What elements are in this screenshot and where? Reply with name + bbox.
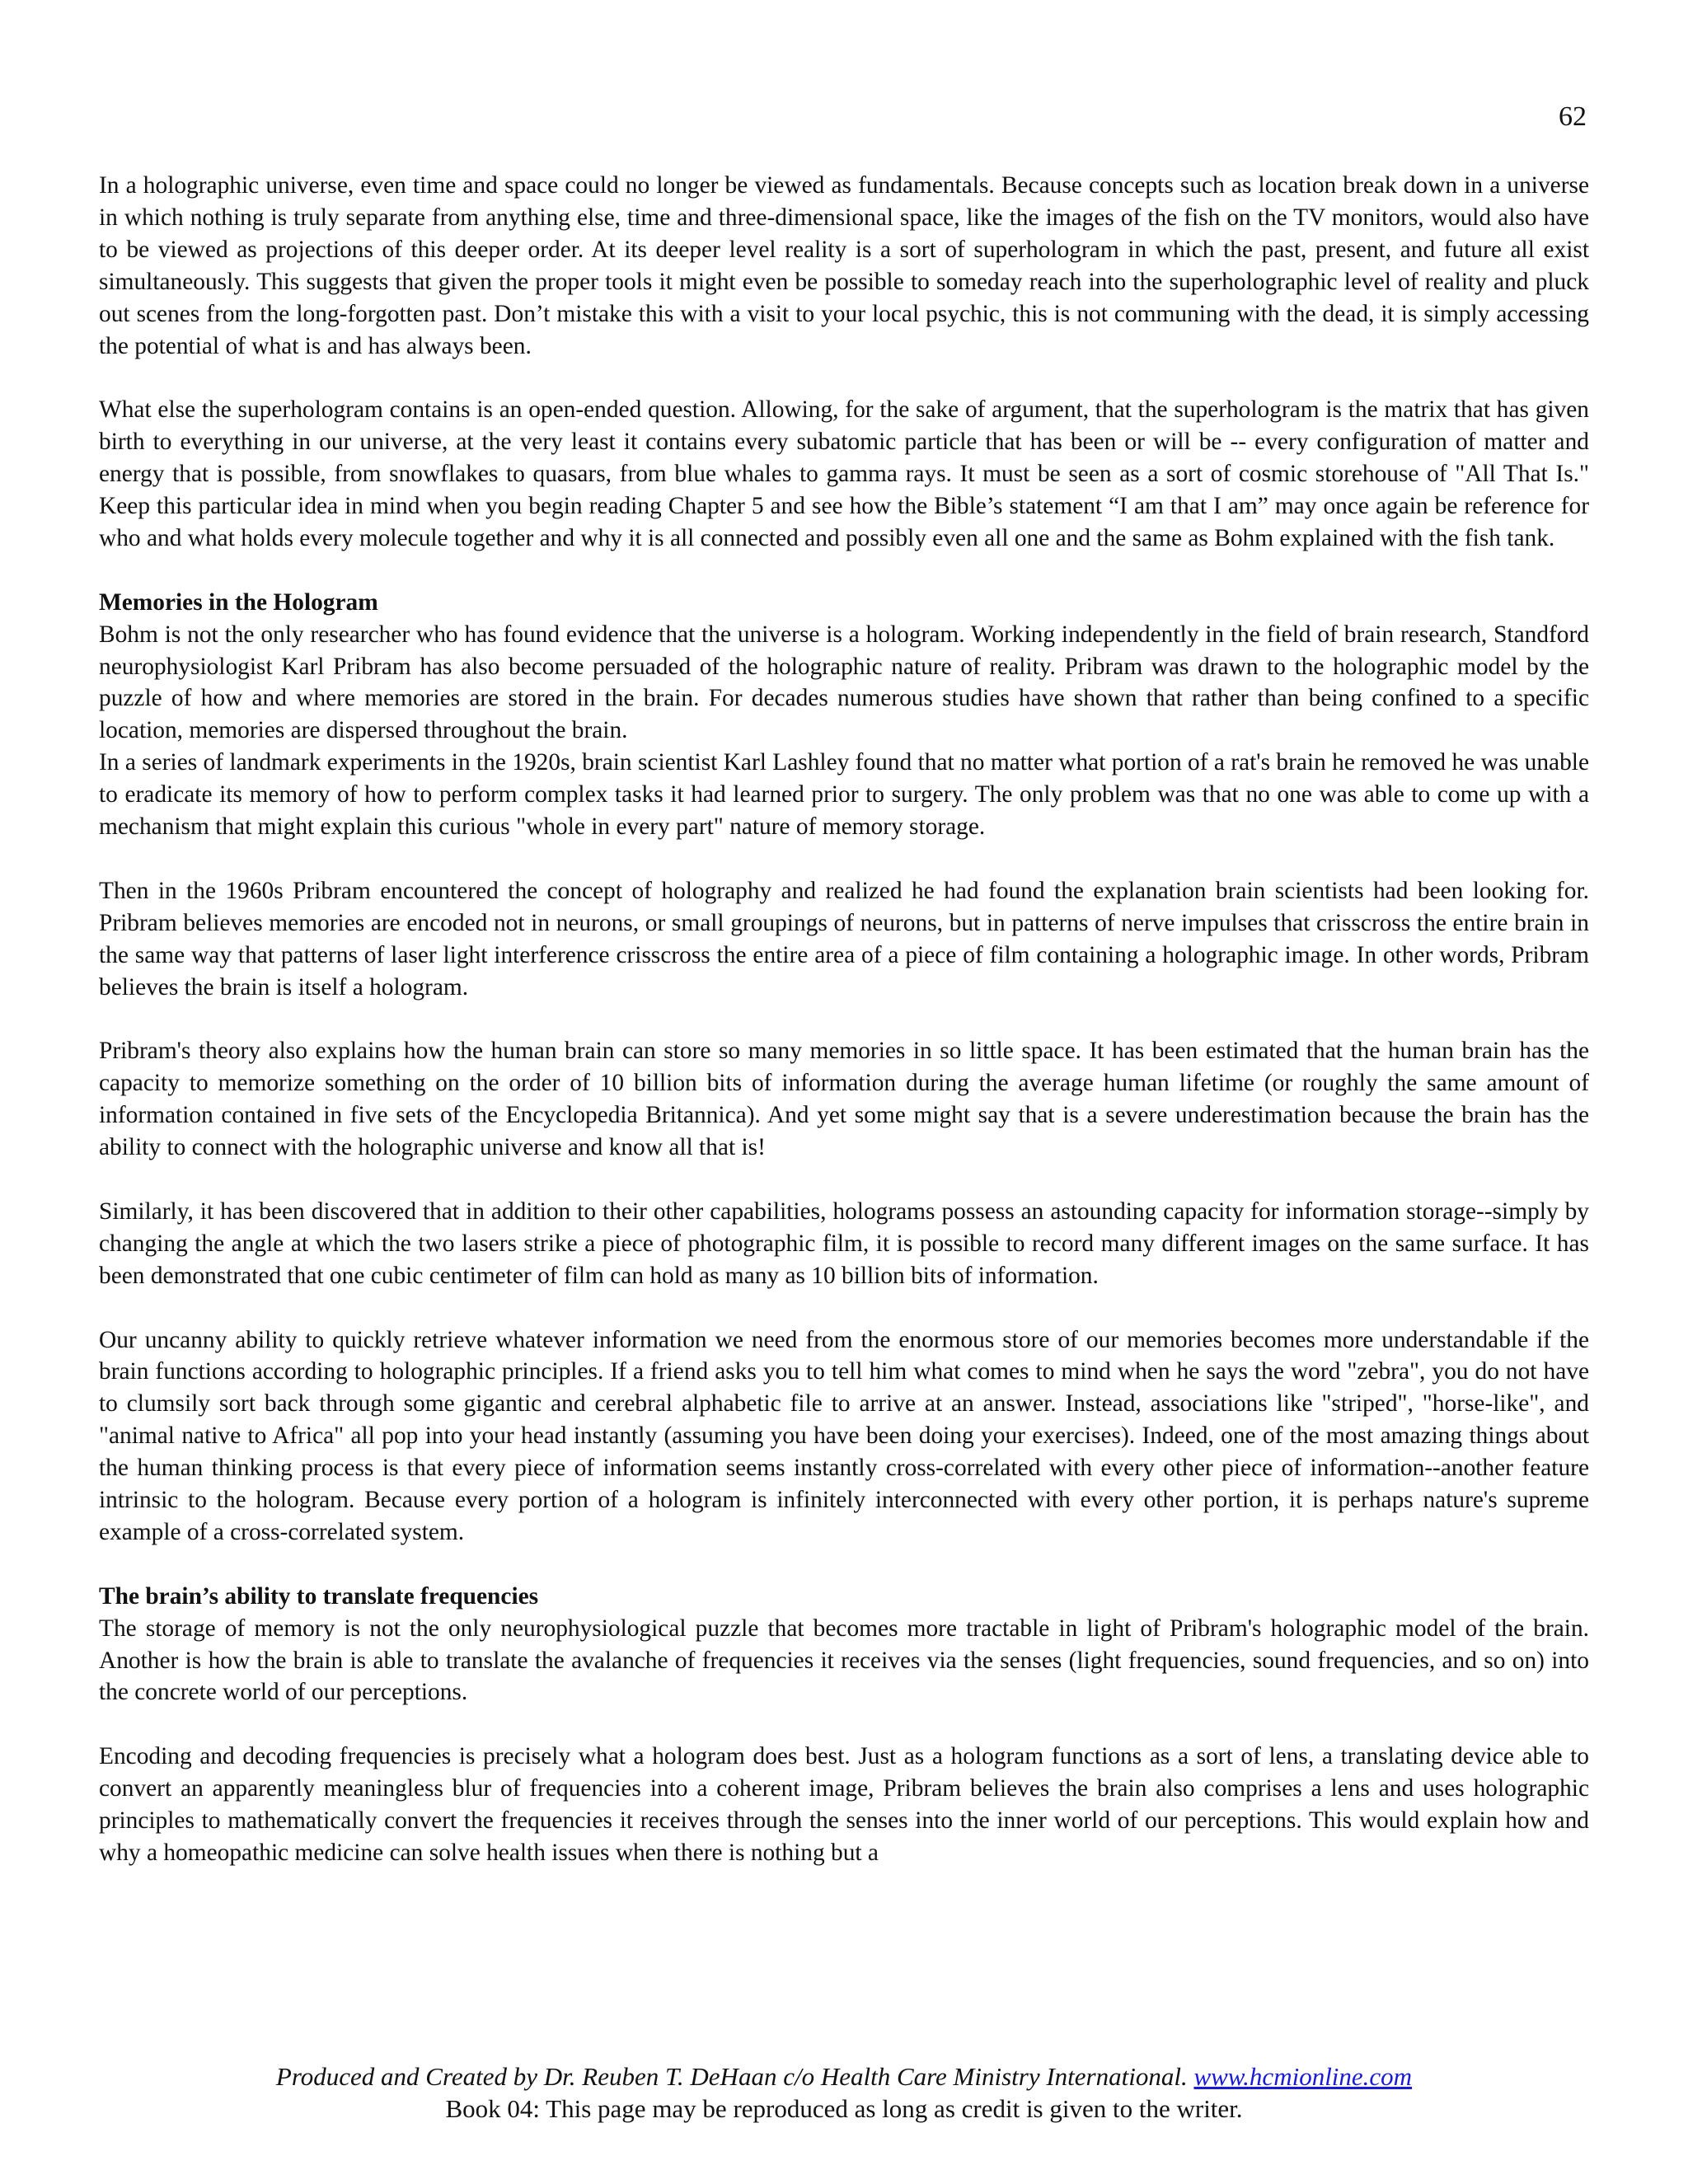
paragraph-hologram-storage: Similarly, it has been discovered that in addition to their other capabilities, holograms possess an astounding capacity for information storage--simply by changing the angle at which the two lasers strike a piece of photographic film, it is possible to record many different images on the same surface. It has been demonstrated that one cubic centimeter of film can hold as many as 10 billion bits of information. <box>99 1197 1589 1289</box>
footer-reproduction-notice: Book 04: This page may be reproduced as long as credit is given to the writer. <box>445 2094 1243 2123</box>
paragraph-superhologram: What else the superhologram contains is an open-ended question. Allowing, for the sake of argument, that the superhologram is the matrix that has given birth to everything in our universe, at the very least it contains every subatomic particle that has been or will be -- every configuration of matter and energy that is possible, from snowflakes to quasars, from blue whales to gamma rays. It must be seen as a sort of cosmic storehouse of "All That Is." Keep this particular idea in mind when you begin reading Chapter 5 and see how the Bible’s statement “I am that I am” may once again be reference for who and what holds every molecule together and why it is all connected and possibly even all one and the same as Bohm explained with the fish tank. <box>99 396 1589 551</box>
heading-translate-frequencies: The brain’s ability to translate frequencies <box>99 1582 539 1610</box>
footer-website-link[interactable]: www.hcmionline.com <box>1193 2062 1413 2091</box>
paragraph-memory-capacity: Pribram's theory also explains how the human brain can store so many memories in so little space. It has been estimated that the human brain has the capacity to memorize something on the order of 10 billion bits of information during the average human lifetime (or roughly the same amount of information contained in five sets of the Encyclopedia Britannica). And yet some might say that is a severe underestimation because the brain has the ability to connect with the holographic universe and know all that is! <box>99 1038 1589 1161</box>
paragraph-neurophysiological-puzzle: The storage of memory is not the only neurophysiological puzzle that becomes more tractable in light of Pribram's holographic model of the brain. Another is how the brain is able to translate the avalanche of frequencies it receives via the senses (light frequencies, sound frequencies, and so on) into the concrete world of our perceptions. <box>99 1615 1589 1706</box>
paragraph-memory-retrieval: Our uncanny ability to quickly retrieve whatever information we need from the enormous store of our memories becomes more understandable if the brain functions according to holographic principles. If a friend asks you to tell him what comes to mind when he says the word "zebra", you do not have to clumsily sort back through some gigantic and cerebral alphabetic file to arrive at an answer. Instead, associations like "striped", "horse-like", and "animal native to Africa" all pop into your head instantly (assuming you have been doing your exercises). Indeed, one of the most amazing things about the human thinking process is that every piece of information seems instantly cross-correlated with every other piece of information--another feature intrinsic to the hologram. Because every portion of a hologram is infinitely interconnected with every other portion, it is perhaps nature's supreme example of a cross-correlated system. <box>99 1326 1589 1545</box>
page-footer <box>0 2060 1688 2125</box>
footer-credit-text: Produced and Created by Dr. Reuben T. DeHaan c/o Health Care Ministry International. <box>275 2062 1188 2091</box>
paragraph-holographic-time: In a holographic universe, even time and space could no longer be viewed as fundamentals. Because concepts such as location break down in a universe in which nothing is truly separate from anything else, time and three-dimensional space, like the images of the fish on the TV monitors, would also have to be viewed as projections of this deeper order. At its deeper level reality is a sort of superhologram in which the past, present, and future all exist simultaneously. This suggests that given the proper tools it might even be possible to someday reach into the superholographic level of reality and pluck out scenes from the long-forgotten past. Don’t mistake this with a visit to your local psychic, this is not communing with the dead, it is simply accessing the potential of what is and has always been. <box>99 172 1589 359</box>
page-number: 62 <box>1559 101 1587 132</box>
heading-memories-in-the-hologram: Memories in the Hologram <box>99 588 378 616</box>
paragraph-pribram-holography: Then in the 1960s Pribram encountered the concept of holography and realized he had found the explanation brain scientists had been looking for. Pribram believes memories are encoded not in neurons, or small groupings of neurons, but in patterns of nerve impulses that crisscross the entire brain in the same way that patterns of laser light interference crisscross the entire area of a piece of film containing a holographic image. In other words, Pribram believes the brain is itself a hologram. <box>99 877 1589 1001</box>
footer-credit-line <box>0 2060 1688 2093</box>
paragraph-encoding-decoding: Encoding and decoding frequencies is precisely what a hologram does best. Just as a hologram functions as a sort of lens, a translating device able to convert an apparently meaningless blur of frequencies into a coherent image, Pribram believes the brain also comprises a lens and uses holographic principles to mathematically convert the frequencies it receives through the senses into the inner world of our perceptions. This would explain how and why a homeopathic medicine can solve health issues when there is nothing but a <box>99 1743 1589 1866</box>
paragraph-lashley-experiments: In a series of landmark experiments in the 1920s, brain scientist Karl Lashley found that no matter what portion of a rat's brain he removed he was unable to eradicate its memory of how to perform complex tasks it had learned prior to surgery. The only problem was that no one was able to come up with a mechanism that might explain this curious "whole in every part" nature of memory storage. <box>99 749 1589 841</box>
page-body <box>99 170 1589 1869</box>
paragraph-pribram-research: Bohm is not the only researcher who has found evidence that the universe is a hologram. Working independently in the field of brain research, Standford neurophysiologist Karl Pribram has also become persuaded of the holographic nature of reality. Pribram was drawn to the holographic model by the puzzle of how and where memories are stored in the brain. For decades numerous studies have shown that rather than being confined to a specific location, memories are dispersed throughout the brain. <box>99 621 1589 744</box>
